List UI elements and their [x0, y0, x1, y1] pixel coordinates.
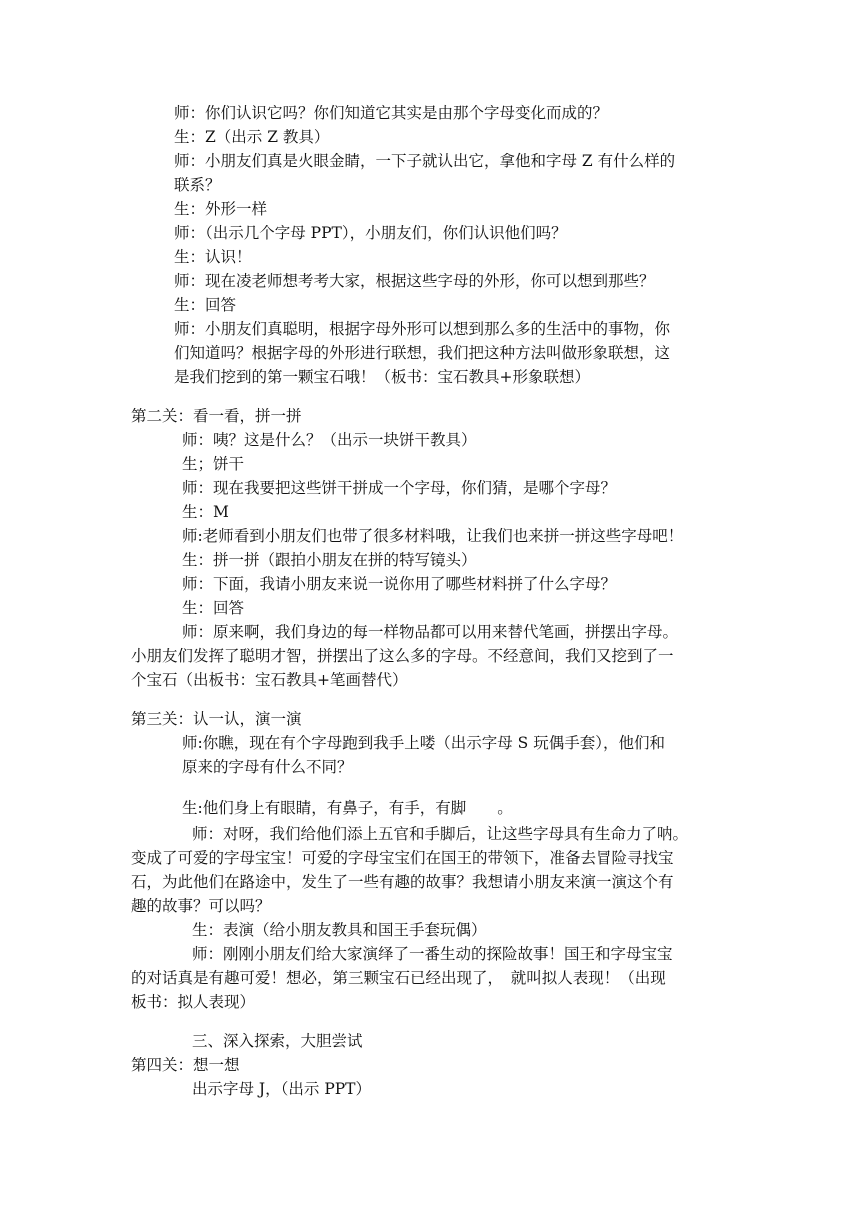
- text-line: 师：下面，我请小朋友来说一说你用了哪些材料拼了什么字母？: [182, 575, 617, 593]
- text-line: 师：小朋友们真聪明，根据字母外形可以想到那么多的生活中的事物，你: [174, 320, 671, 338]
- text-line: 们知道吗？根据字母的外形进行联想，我们把这种方法叫做形象联想，这: [174, 344, 671, 362]
- text-line: 生：外形一样: [174, 200, 268, 218]
- text-line: 板书：拟人表现）: [131, 993, 256, 1011]
- text-line: 出示字母 J，（出示 PPT）: [192, 1080, 372, 1098]
- text-line: 师：刚刚小朋友们给大家演绎了一番生动的探险故事！国王和字母宝宝: [192, 945, 673, 963]
- text-line: 个宝石（出板书：宝石教具+笔画替代）: [131, 671, 408, 689]
- text-line: 生：M: [182, 503, 229, 521]
- text-line: 师：咦？这是什么？（出示一块饼干教具）: [182, 431, 477, 449]
- text-line: 生：回答: [182, 599, 245, 617]
- text-line: 师：现在我要把这些饼干拼成一个字母，你们猜，是哪个字母？: [182, 479, 617, 497]
- text-line: 趣的故事？可以吗？: [131, 897, 271, 915]
- section-heading: 第二关：看一看，拼一拼: [131, 407, 302, 425]
- text-line: 师：（出示几个字母 PPT），小朋友们，你们认识他们吗？: [174, 224, 567, 242]
- text-line: 是我们挖到的第一颗宝石哦！（板书：宝石教具+形象联想）: [174, 368, 590, 386]
- text-line: 师：小朋友们真是火眼金睛，一下子就认出它，拿他和字母 Z 有什么样的: [174, 152, 676, 170]
- text-line: 生:他们身上有眼睛，有鼻子，有手，有脚 。: [182, 799, 513, 817]
- text-line: 小朋友们发挥了聪明才智，拼摆出了这么多的字母。不经意间，我们又挖到了一: [131, 647, 674, 665]
- text-line: 原来的字母有什么不同？: [182, 758, 353, 776]
- part-title: 三、深入探索，大胆尝试: [192, 1032, 363, 1050]
- text-line: 联系？: [174, 176, 221, 194]
- text-line: 师：现在凌老师想考考大家，根据这些字母的外形，你可以想到那些？: [174, 272, 655, 290]
- text-line: 师:你瞧，现在有个字母跑到我手上喽（出示字母 S 玩偶手套），他们和: [182, 734, 665, 752]
- text-line: 师:老师看到小朋友们也带了很多材料哦，让我们也来拼一拼这些字母吧！: [182, 527, 684, 545]
- text-line: 生；饼干: [182, 455, 245, 473]
- text-line: 师：你们认识它吗？你们知道它其实是由那个字母变化而成的？: [174, 104, 609, 122]
- text-line: 生：Z（出示 Z 教具）: [174, 128, 330, 146]
- text-line: 生：表演（给小朋友教具和国王手套玩偶）: [192, 921, 487, 939]
- text-line: 变成了可爱的字母宝宝！可爱的字母宝宝们在国王的带领下，准备去冒险寻找宝: [131, 849, 674, 867]
- text-line: 生：认识！: [174, 248, 252, 266]
- text-line: 石，为此他们在路途中，发生了一些有趣的故事？我想请小朋友来演一演这个有: [131, 873, 674, 891]
- section-heading: 第三关：认一认，演一演: [131, 710, 302, 728]
- text-line: 生：拼一拼（跟拍小朋友在拼的特写镜头）: [182, 551, 477, 569]
- section-heading: 第四关：想一想: [131, 1056, 240, 1074]
- text-line: 的对话真是有趣可爱！想必，第三颗宝石已经出现了， 就叫拟人表现！（出现: [131, 969, 666, 987]
- text-line: 师：原来啊，我们身边的每一样物品都可以用来替代笔画，拼摆出字母。: [182, 623, 679, 641]
- text-line: 生：回答: [174, 296, 237, 314]
- text-line: 师：对呀，我们给他们添上五官和手脚后，让这些字母具有生命力了呐。: [192, 825, 689, 843]
